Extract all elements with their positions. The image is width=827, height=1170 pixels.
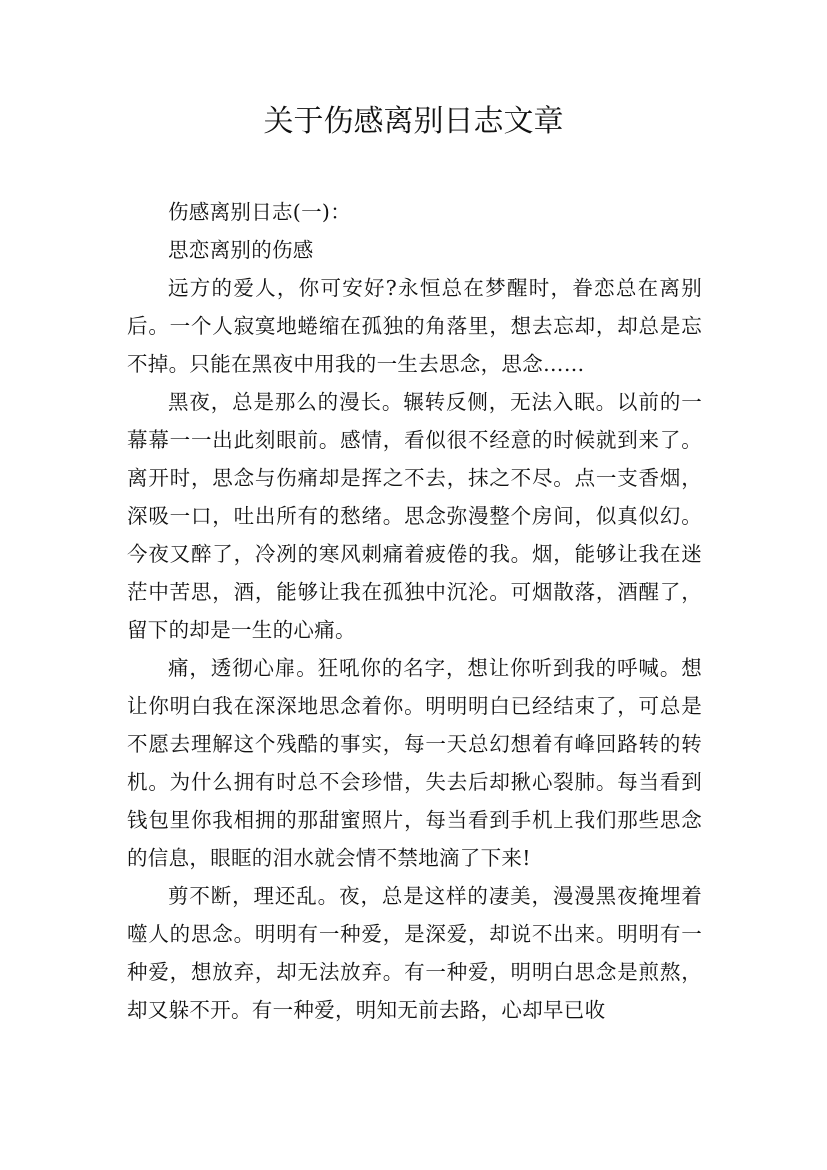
paragraph-heading: 伤感离别日志(一)： <box>168 200 351 224</box>
paragraph: 痛，透彻心扉。狂吼你的名字，想让你听到我的呼喊。想让你明白我在深深地思念着你。明明明白已经结束了，可总是不愿去理解这个残酷的事实，每一天总幻想着有峰回路转的转机。为什么拥有时总不会珍惜，失去后却揪心裂肺。每当看到钱包里你我相拥的那甜蜜照片，每当看到手机上我们那些思念的信息，眼眶的泪水就会情不禁地滴了下来! <box>127 656 702 870</box>
paragraph-subtitle: 思恋离别的伤感 <box>168 238 314 262</box>
paragraph: 剪不断，理还乱。夜，总是这样的凄美，漫漫黑夜掩埋着噬人的思念。明明有一种爱，是深爱，却说不出来。明明有一种爱，想放弃，却无法放弃。有一种爱，明明白思念是煎熬，却又躲不开。有一种爱，明知无前去路，心却早已收 <box>127 884 702 1022</box>
paragraph: 黑夜，总是那么的漫长。辗转反侧，无法入眠。以前的一幕幕一一出此刻眼前。感情，看似很不经意的时候就到来了。离开时，思念与伤痛却是挥之不去，抹之不尽。点一支香烟，深吸一口，吐出所有的愁绪。思念弥漫整个房间，似真似幻。今夜又醉了，冷冽的寒风刺痛着疲倦的我。烟，能够让我在迷茫中苦思，酒，能够让我在孤独中沉沦。可烟散落，酒醒了，留下的却是一生的心痛。 <box>127 390 702 642</box>
paragraph: 远方的爱人，你可安好?永恒总在梦醒时，眷恋总在离别后。一个人寂寞地蜷缩在孤独的角落里，想去忘却，却总是忘不掉。只能在黑夜中用我的一生去思念，思念…… <box>127 276 702 376</box>
document-body <box>127 193 702 1029</box>
document-title: 关于伤感离别日志文章 <box>263 104 564 139</box>
